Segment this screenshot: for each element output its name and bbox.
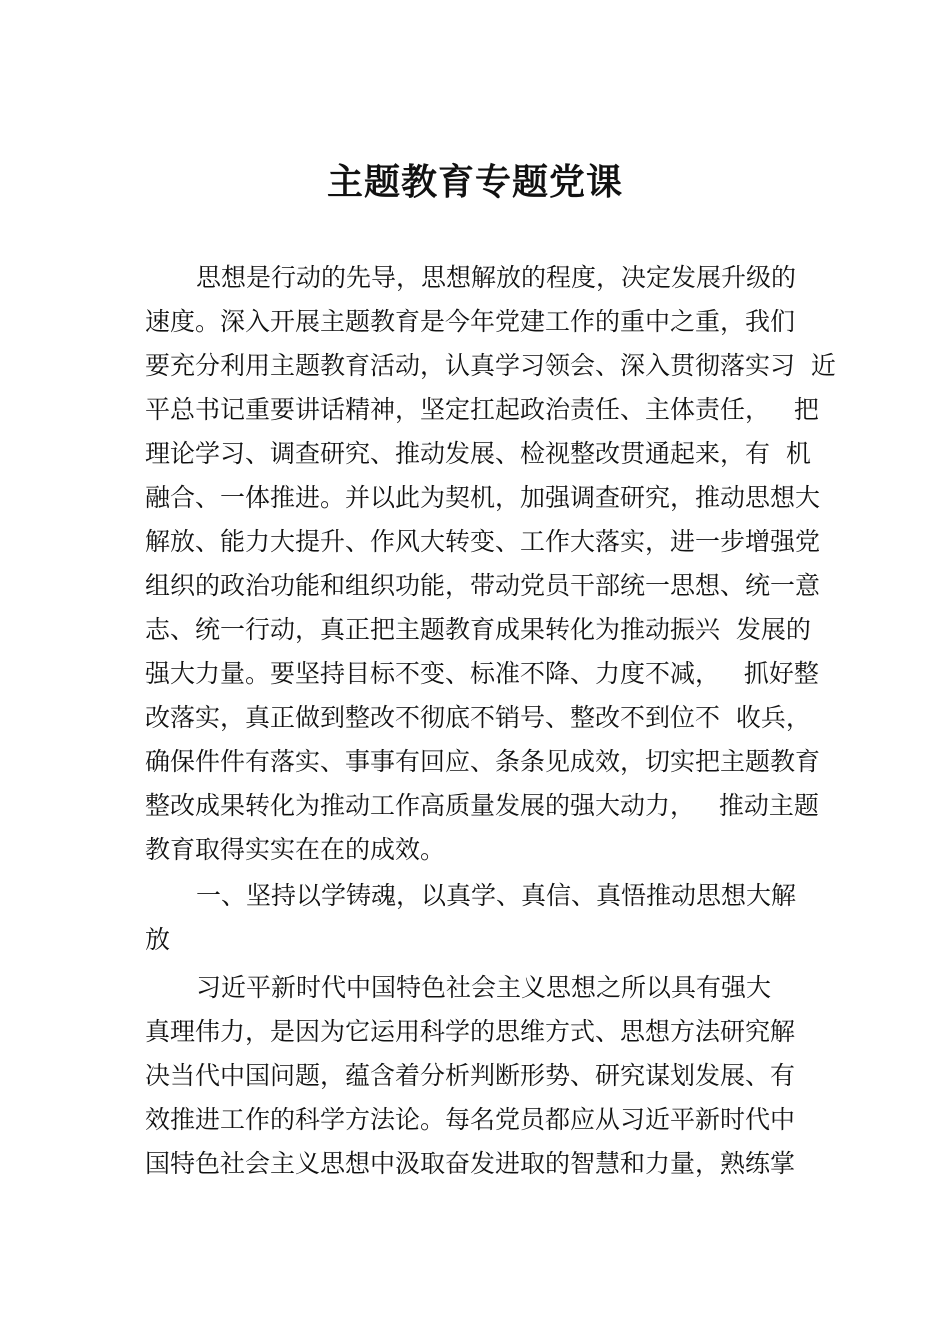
section-heading-line: 一、坚持以学铸魂，以真学、真信、真悟推动思想大解 [196, 881, 797, 910]
paragraph-1-line: 思想是行动的先导，思想解放的程度，决定发展升级的 [196, 263, 797, 292]
document-title: 主题教育专题党课 [326, 161, 623, 203]
paragraph-1-line: 整改成果转化为推动工作高质量发展的强大动力， 推动主题 [145, 791, 819, 820]
paragraph-1-line: 速度。深入开展主题教育是今年党建工作的重中之重，我们 [145, 307, 796, 336]
paragraph-1-line: 解放、能力大提升、作风大转变、工作大落实，进一步增强党 [145, 527, 821, 556]
paragraph-1-line: 要充分利用主题教育活动，认真学习领会、深入贯彻落实习 近 [145, 351, 836, 380]
paragraph-2-line: 国特色社会主义思想中汲取奋发进取的智慧和力量，熟练掌 [145, 1149, 796, 1178]
paragraph-1-line: 确保件件有落实、事事有回应、条条见成效，切实把主题教育 [145, 747, 821, 776]
paragraph-1-line: 融合、一体推进。并以此为契机，加强调查研究，推动思想大 [145, 483, 821, 512]
paragraph-1-line: 改落实，真正做到整改不彻底不销号、整改不到位不 收兵， [145, 703, 811, 732]
paragraph-1-line: 教育取得实实在在的成效。 [145, 835, 446, 864]
paragraph-1-line: 强大力量。要坚持目标不变、标准不降、力度不减， 抓好整 [145, 659, 819, 688]
paragraph-2-line: 决当代中国问题，蕴含着分析判断形势、研究谋划发展、有 [145, 1061, 796, 1090]
paragraph-1-line: 志、统一行动，真正把主题教育成果转化为推动振兴 发展的 [145, 615, 811, 644]
paragraph-1-line: 理论学习、调查研究、推动发展、检视整改贯通起来，有 机 [145, 439, 811, 468]
paragraph-1-line: 平总书记重要讲话精神，坚定扛起政治责任、主体责任， 把 [145, 395, 819, 424]
paragraph-2-line: 真理伟力，是因为它运用科学的思维方式、思想方法研究解 [145, 1017, 796, 1046]
paragraph-2-line: 效推进工作的科学方法论。每名党员都应从习近平新时代中 [145, 1105, 796, 1134]
paragraph-2-line: 习近平新时代中国特色社会主义思想之所以具有强大 [196, 973, 772, 1002]
paragraph-1-line: 组织的政治功能和组织功能，带动党员干部统一思想、统一意 [145, 571, 821, 600]
section-heading-line: 放 [145, 925, 171, 954]
